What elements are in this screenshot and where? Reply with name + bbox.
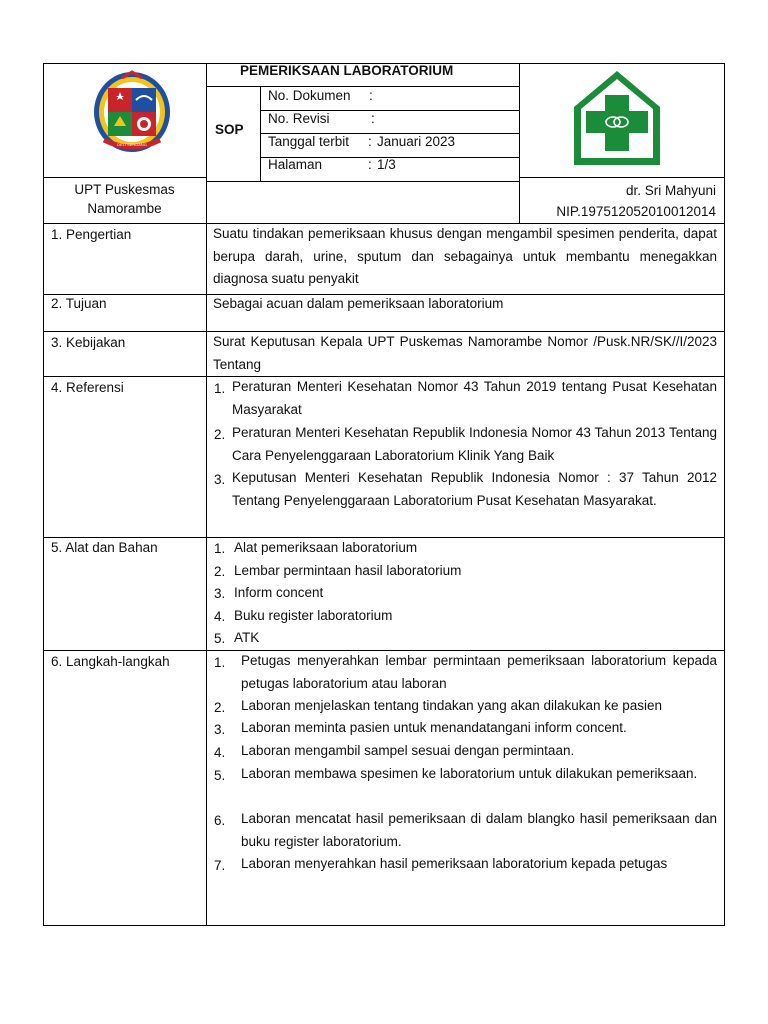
list-item-num: 4. [214, 609, 226, 624]
meta-label: No. Revisi [268, 111, 330, 126]
section-label-pengertian: 1. Pengertian [51, 227, 132, 242]
sop-label: SOP [215, 122, 244, 137]
list-item: Lembar permintaan hasil laboratorium [234, 563, 462, 578]
deli-serdang-seal-logo [92, 70, 172, 158]
list-item-num: 5. [214, 631, 226, 646]
meta-sep: : [368, 134, 372, 149]
meta-value: Januari 2023 [377, 134, 456, 149]
puskesmas-logo [572, 69, 662, 167]
meta-value: 1/3 [377, 157, 396, 172]
section-text-tujuan: Sebagai acuan dalam pemeriksaan laboratorium [213, 296, 504, 311]
list-item: Alat pemeriksaan laboratorium [234, 540, 418, 555]
section-label-tujuan: 2. Tujuan [51, 296, 107, 311]
meta-sep: : [368, 157, 372, 172]
seal-ribbon-text: DELI SERDANG [117, 142, 147, 147]
section-label-referensi: 4. Referensi [51, 380, 124, 395]
section-label-alat: 5. Alat dan Bahan [51, 540, 158, 555]
list-item: Buku register laboratorium [234, 608, 393, 623]
list-item: Inform concent [234, 585, 324, 600]
list-item: Laboran menjelaskan tentang tindakan yang akan dilakukan ke pasien [241, 698, 663, 713]
list-item: Laboran mencatat hasil pemeriksaan di dalam blangko hasil pemeriksaan dan buku register laboratorium. [241, 811, 717, 849]
sop-divider [260, 86, 261, 182]
signer-nip: NIP.197512052010012014 [556, 204, 716, 219]
section-text-pengertian: Suatu tindakan pemeriksaan khusus dengan mengambil spesimen penderita, dapat berupa darah, urine, sputum dan sebagainya untuk membantu menegakkan diagnosa suatu penyakit [213, 226, 717, 287]
signer-name: dr. Sri Mahyuni [625, 183, 716, 198]
document-title: PEMERIKSAAN LABORATORIUM [240, 63, 454, 78]
list-item-num: 1. [214, 541, 226, 556]
list-item: Petugas menyerahkan lembar permintaan pemeriksaan laboratorium kepada petugas laboratorium atau laboran [241, 653, 717, 691]
meta-sep: : [369, 88, 373, 103]
list-item: Laboran mengambil sampel sesuai dengan permintaan. [241, 743, 575, 758]
organization-name: UPT Puskesmas Namorambe [74, 182, 175, 216]
section-label-langkah: 6. Langkah-langkah [51, 654, 170, 669]
col-divider-left [206, 63, 207, 926]
meta-label: Halaman [268, 157, 323, 172]
list-item: Laboran membawa spesimen ke laboratorium untuk dilakukan pemeriksaan. [241, 766, 698, 781]
list-item-num: 3. [214, 586, 226, 601]
meta-label: Tanggal terbit [268, 134, 350, 149]
list-item: Laboran meminta pasien untuk menandatangani inform concent. [241, 720, 627, 735]
list-item: ATK [234, 630, 260, 645]
meta-sep: : [371, 111, 375, 126]
section-text-kebijakan: Surat Keputusan Kepala UPT Puskemas Namorambe Nomor /Pusk.NR/SK//I/2023 Tentang [213, 334, 717, 372]
list-item: Laboran menyerahkan hasil pemeriksaan laboratorium kepada petugas [241, 856, 668, 871]
list-item-num: 2. [214, 564, 226, 579]
meta-label: No. Dokumen [268, 88, 351, 103]
signer-block [520, 180, 724, 222]
section-label-kebijakan: 3. Kebijakan [51, 335, 126, 350]
